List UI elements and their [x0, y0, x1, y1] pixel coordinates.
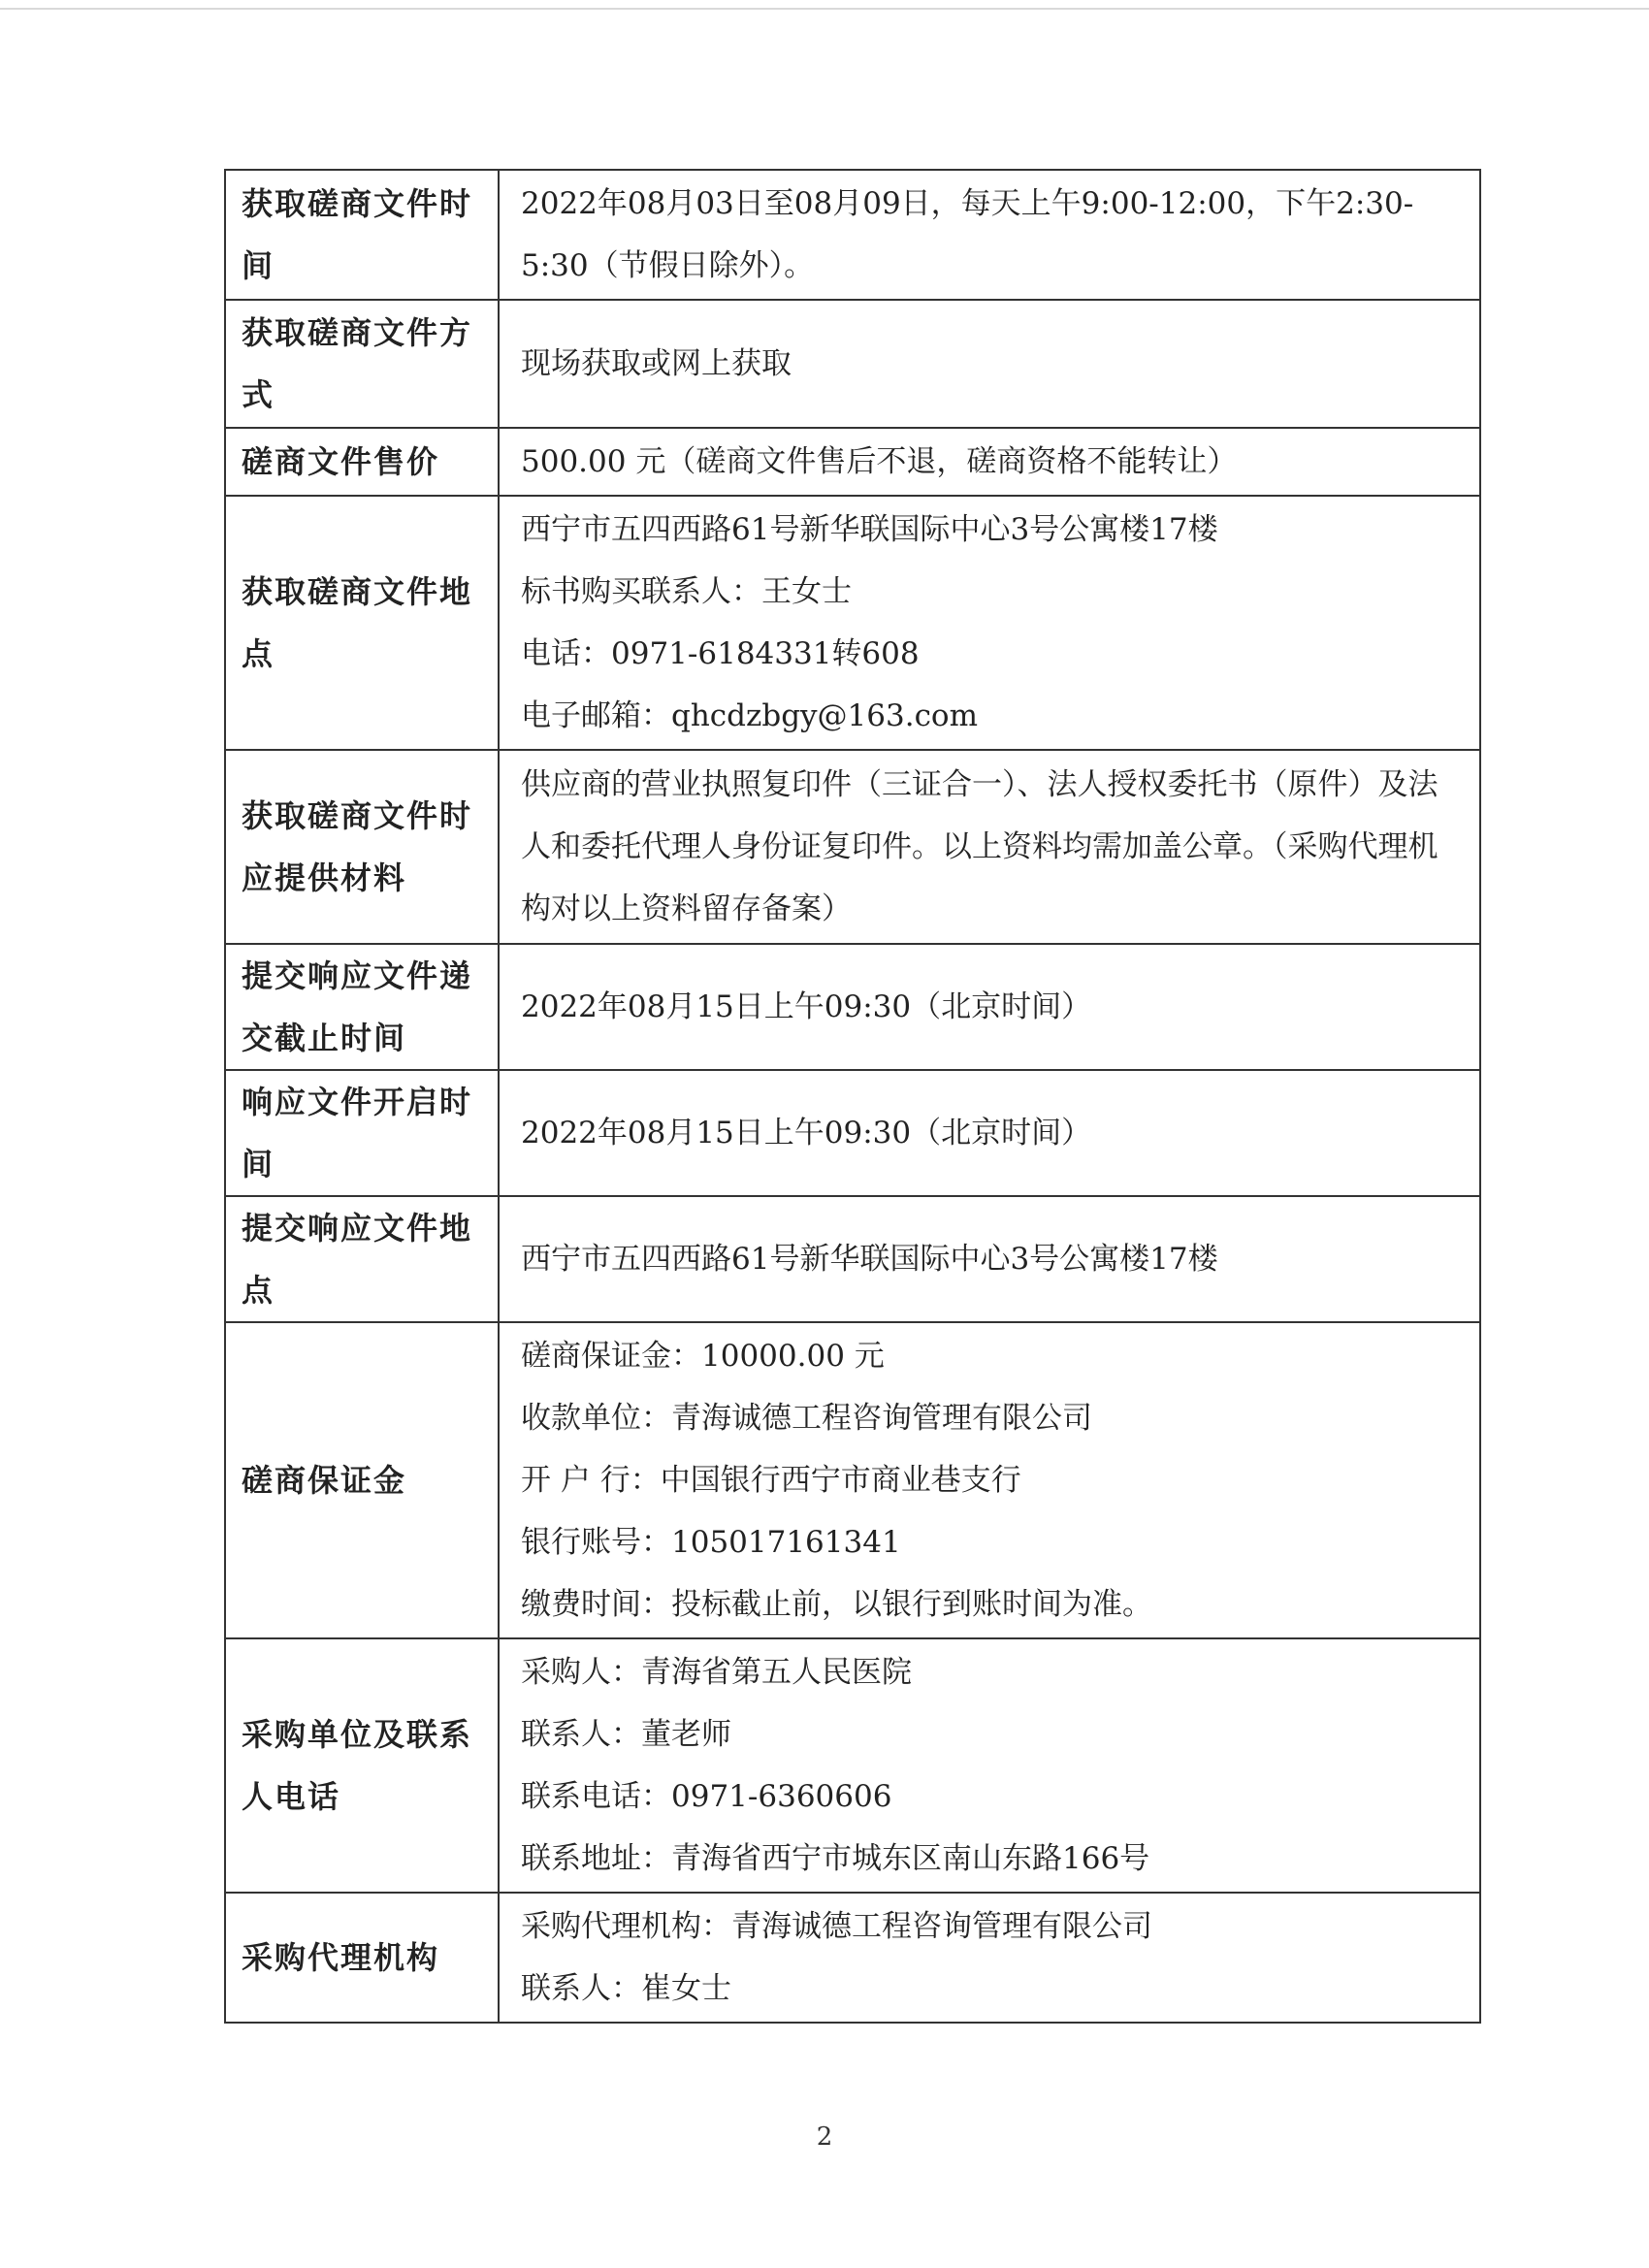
value-line: 电子邮箱：qhcdzbgy@163.com [521, 698, 978, 733]
value-line: 电话：0971-6184331转608 [521, 636, 920, 671]
value-line: 500.00 元（磋商文件售后不退，磋商资格不能转让） [521, 444, 1238, 479]
value-line: 2022年08月15日上午09:30（北京时间） [521, 989, 1092, 1024]
table-row [225, 1070, 1480, 1196]
value-line: 采购代理机构：青海诚德工程咨询管理有限公司 [521, 1909, 1152, 1944]
value-line: 缴费时间：投标截止前，以银行到账时间为准。 [521, 1587, 1152, 1622]
value-line: 西宁市五四西路61号新华联国际中心3号公寓楼17楼 [521, 512, 1218, 547]
row-value [499, 170, 1480, 300]
value-line: 西宁市五四西路61号新华联国际中心3号公寓楼17楼 [521, 1242, 1218, 1277]
value-line: 联系电话：0971-6360606 [521, 1779, 892, 1814]
row-value [499, 428, 1480, 496]
value-line: 联系人：董老师 [521, 1717, 731, 1752]
table-row [225, 750, 1480, 944]
row-value [499, 1196, 1480, 1322]
row-label: 采购单位及联系人电话 [225, 1638, 499, 1893]
row-value [499, 496, 1480, 750]
row-label: 获取磋商文件时应提供材料 [225, 750, 499, 944]
table-row [225, 428, 1480, 496]
value-line: 标书购买联系人：王女士 [521, 574, 852, 609]
value-line: 开 户 行：中国银行西宁市商业巷支行 [521, 1463, 1021, 1498]
page-number: 2 [816, 2122, 833, 2152]
table-row [225, 1322, 1480, 1638]
row-value [499, 1070, 1480, 1196]
scan-top-edge [0, 8, 1649, 10]
row-label: 磋商文件售价 [225, 428, 499, 496]
row-label: 提交响应文件地点 [225, 1196, 499, 1322]
table-row [225, 1196, 1480, 1322]
row-label: 提交响应文件递交截止时间 [225, 944, 499, 1070]
row-value [499, 750, 1480, 944]
table-row [225, 1893, 1480, 2023]
value-line: 联系人：崔女士 [521, 1971, 731, 2006]
row-value [499, 1638, 1480, 1893]
value-line: 银行账号：105017161341 [521, 1525, 901, 1560]
row-value [499, 1322, 1480, 1638]
table-row [225, 170, 1480, 300]
value-line: 联系地址：青海省西宁市城东区南山东路166号 [521, 1841, 1150, 1876]
value-line: 现场获取或网上获取 [521, 346, 792, 381]
row-label: 获取磋商文件地点 [225, 496, 499, 750]
table-row [225, 300, 1480, 428]
value-line: 2022年08月03日至08月09日，每天上午9:00-12:00，下午2:30-5:30（节假日除外）。 [521, 186, 1414, 283]
procurement-info-table [224, 169, 1481, 2024]
row-value [499, 300, 1480, 428]
row-label: 磋商保证金 [225, 1322, 499, 1638]
value-line: 收款单位：青海诚德工程咨询管理有限公司 [521, 1401, 1092, 1436]
row-label: 获取磋商文件方式 [225, 300, 499, 428]
row-label: 获取磋商文件时间 [225, 170, 499, 300]
table-row [225, 1638, 1480, 1893]
row-label: 采购代理机构 [225, 1893, 499, 2023]
value-line: 2022年08月15日上午09:30（北京时间） [521, 1116, 1092, 1150]
row-value [499, 1893, 1480, 2023]
table-row [225, 944, 1480, 1070]
row-value [499, 944, 1480, 1070]
value-line: 磋商保证金：10000.00 元 [521, 1339, 885, 1374]
row-label: 响应文件开启时间 [225, 1070, 499, 1196]
value-line: 采购人：青海省第五人民医院 [521, 1655, 912, 1690]
value-line: 供应商的营业执照复印件（三证合一）、法人授权委托书（原件）及法人和委托代理人身份证复印件。以上资料均需加盖公章。（采购代理机构对以上资料留存备案） [521, 767, 1439, 926]
table-row [225, 496, 1480, 750]
